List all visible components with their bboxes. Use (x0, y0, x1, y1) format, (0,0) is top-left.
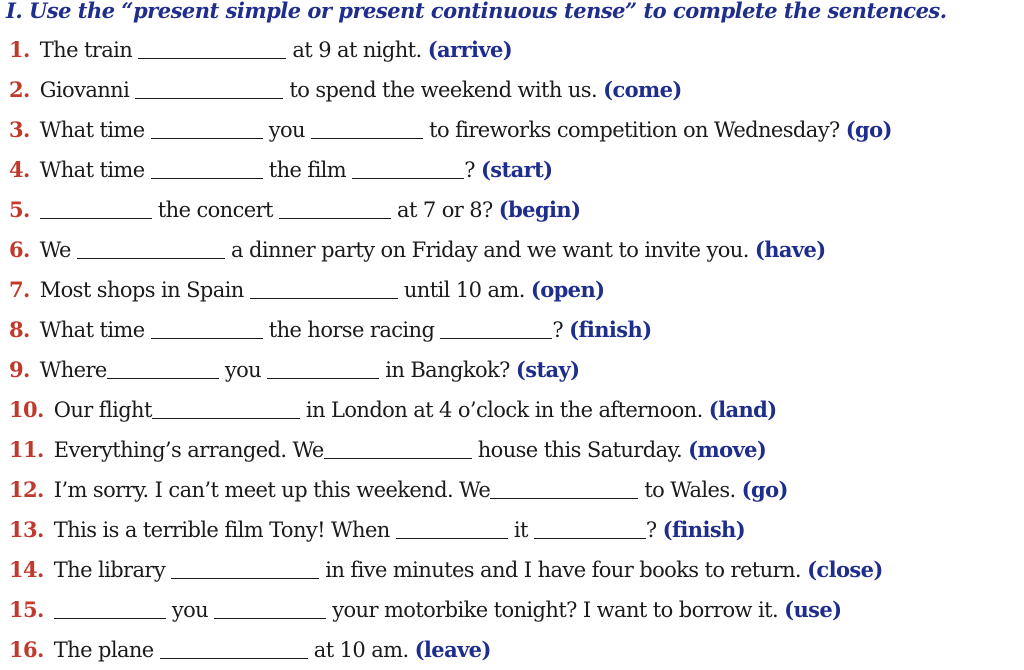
verb-hint: (start) (480, 157, 553, 182)
sentence-item (9, 270, 892, 310)
sentence-number: 16. (9, 637, 44, 662)
exercise-heading: I. Use the “present simple or present continuous tense” to complete the sentences. (6, 0, 947, 23)
sentence-text: at 10 am. (307, 638, 415, 662)
verb-hint: (leave) (414, 637, 491, 662)
sentence-text: What time (39, 118, 151, 142)
sentence-item (9, 590, 892, 630)
sentence-text: We (39, 238, 77, 262)
sentence-text: you (218, 358, 268, 382)
sentence-text: at 7 or 8? (390, 198, 499, 222)
sentence-text: the film (262, 158, 353, 182)
sentence-text: What time (39, 158, 151, 182)
verb-hint: (begin) (498, 197, 581, 222)
sentence-text: ? (645, 518, 663, 542)
sentence-number: 2. (9, 77, 30, 102)
sentence-number: 10. (9, 397, 44, 422)
verb-hint: (open) (530, 277, 605, 302)
sentence-text: to spend the weekend with us. (283, 78, 604, 102)
verb-hint: (stay) (515, 357, 580, 382)
exercise-list (9, 30, 892, 670)
sentence-text: you (165, 598, 215, 622)
sentence-text: ? (552, 318, 570, 342)
answer-blank[interactable] (40, 196, 152, 219)
sentence-text: a dinner party on Friday and we want to invite you. (224, 238, 755, 262)
sentence-text: in Bangkok? (379, 358, 516, 382)
verb-hint: (come) (603, 77, 682, 102)
sentence-text: Most shops in Spain (39, 278, 250, 302)
sentence-text: to fireworks competition on Wednesday? (423, 118, 846, 142)
sentence-number: 13. (9, 517, 44, 542)
verb-hint: (have) (754, 237, 826, 262)
sentence-number: 12. (9, 477, 44, 502)
verb-hint: (finish) (662, 517, 746, 542)
answer-blank[interactable] (396, 516, 508, 539)
sentence-text: it (507, 518, 534, 542)
answer-blank[interactable] (440, 316, 552, 339)
sentence-text: This is a terrible film Tony! When (53, 518, 396, 542)
sentence-item (9, 550, 892, 590)
verb-hint: (move) (688, 437, 767, 462)
answer-blank[interactable] (107, 356, 219, 379)
sentence-text: at 9 at night. (286, 38, 428, 62)
sentence-number: 15. (9, 597, 44, 622)
verb-hint: (close) (807, 557, 883, 582)
answer-blank[interactable] (138, 36, 286, 59)
answer-blank[interactable] (352, 156, 464, 179)
verb-hint: (land) (708, 397, 777, 422)
sentence-item (9, 110, 892, 150)
sentence-item (9, 510, 892, 550)
answer-blank[interactable] (160, 636, 308, 659)
answer-blank[interactable] (311, 116, 423, 139)
sentence-number: 1. (9, 37, 30, 62)
answer-blank[interactable] (151, 116, 263, 139)
sentence-text: to Wales. (638, 478, 742, 502)
sentence-text: house this Saturday. (471, 438, 689, 462)
sentence-item (9, 150, 892, 190)
answer-blank[interactable] (534, 516, 646, 539)
sentence-text: until 10 am. (397, 278, 531, 302)
sentence-item (9, 350, 892, 390)
sentence-text: the horse racing (262, 318, 441, 342)
sentence-item (9, 230, 892, 270)
answer-blank[interactable] (171, 556, 319, 579)
sentence-item (9, 430, 892, 470)
verb-hint: (arrive) (427, 37, 513, 62)
sentence-item (9, 310, 892, 350)
sentence-text: I’m sorry. I can’t meet up this weekend. We (53, 478, 491, 502)
sentence-item (9, 470, 892, 510)
sentence-item (9, 30, 892, 70)
sentence-item (9, 390, 892, 430)
sentence-number: 8. (9, 317, 30, 342)
sentence-text: What time (39, 318, 151, 342)
verb-hint: (go) (845, 117, 892, 142)
sentence-text: you (262, 118, 312, 142)
verb-hint: (use) (784, 597, 842, 622)
sentence-number: 11. (9, 437, 44, 462)
sentence-number: 14. (9, 557, 44, 582)
answer-blank[interactable] (151, 156, 263, 179)
answer-blank[interactable] (214, 596, 326, 619)
sentence-item (9, 70, 892, 110)
verb-hint: (finish) (569, 317, 652, 342)
sentence-text: your motorbike tonight? I want to borrow it. (326, 598, 785, 622)
sentence-text: ? (464, 158, 481, 182)
sentence-number: 5. (9, 197, 30, 222)
answer-blank[interactable] (152, 396, 300, 419)
verb-hint: (go) (741, 477, 788, 502)
answer-blank[interactable] (324, 436, 472, 459)
sentence-item (9, 630, 892, 670)
sentence-text: in London at 4 o’clock in the afternoon. (299, 398, 709, 422)
sentence-text: The train (39, 38, 139, 62)
sentence-number: 4. (9, 157, 30, 182)
sentence-text: Where (39, 358, 107, 382)
answer-blank[interactable] (490, 476, 638, 499)
answer-blank[interactable] (54, 596, 166, 619)
sentence-text: Everything’s arranged. We (53, 438, 324, 462)
sentence-number: 9. (9, 357, 30, 382)
sentence-number: 7. (9, 277, 30, 302)
answer-blank[interactable] (279, 196, 391, 219)
sentence-text: The library (53, 558, 172, 582)
answer-blank[interactable] (135, 76, 283, 99)
sentence-number: 6. (9, 237, 30, 262)
answer-blank[interactable] (267, 356, 379, 379)
sentence-item (9, 190, 892, 230)
sentence-text: the concert (151, 198, 279, 222)
sentence-number: 3. (9, 117, 30, 142)
answer-blank[interactable] (77, 236, 225, 259)
sentence-text: The plane (53, 638, 160, 662)
answer-blank[interactable] (250, 276, 398, 299)
sentence-text: Giovanni (39, 78, 136, 102)
answer-blank[interactable] (151, 316, 263, 339)
sentence-text: Our flight (53, 398, 152, 422)
sentence-text: in five minutes and I have four books to return. (319, 558, 808, 582)
